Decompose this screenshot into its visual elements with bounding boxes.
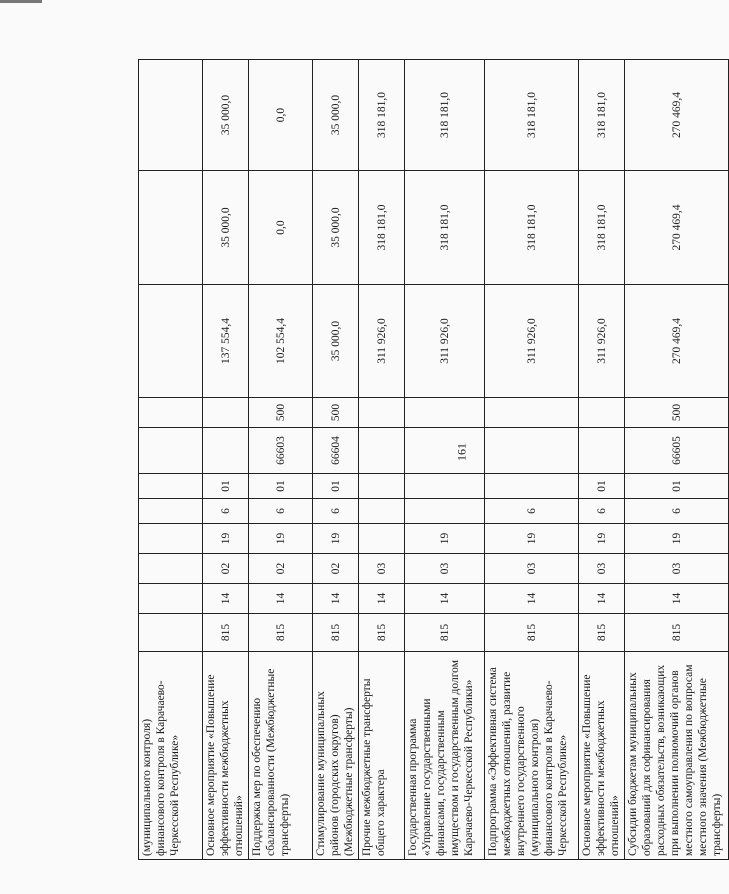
- code-cell: 14: [625, 584, 729, 614]
- page-number: 161: [454, 443, 469, 461]
- code-cell: 6: [313, 499, 359, 524]
- code-cell: 6: [485, 499, 579, 524]
- amount-cell: 318 181,0: [405, 60, 485, 171]
- code-cell: 66603: [249, 428, 313, 474]
- code-cell: 19: [485, 524, 579, 554]
- code-cell: 19: [313, 524, 359, 554]
- code-cell: [359, 499, 405, 524]
- code-cell: 03: [485, 554, 579, 584]
- code-cell: [485, 428, 579, 474]
- code-cell: 03: [579, 554, 625, 584]
- amount-cell: 270 469,4: [625, 171, 729, 285]
- table-row: [139, 60, 203, 860]
- code-cell: [139, 614, 203, 652]
- code-cell: [359, 474, 405, 499]
- code-cell: 03: [405, 554, 485, 584]
- table-row: [359, 60, 405, 860]
- code-cell: 02: [313, 554, 359, 584]
- code-cell: 815: [625, 614, 729, 652]
- code-cell: 01: [203, 474, 249, 499]
- row-name-cell: Стимулирование муниципальных районов (городских округов) (Межбюджетные трансферты): [313, 652, 359, 860]
- amount-cell: 311 926,0: [485, 285, 579, 398]
- code-cell: [405, 428, 485, 474]
- code-cell: 815: [313, 614, 359, 652]
- amount-cell: 311 926,0: [359, 285, 405, 398]
- table-row: [579, 60, 625, 860]
- amount-cell: 137 554,4: [203, 285, 249, 398]
- code-cell: 6: [579, 499, 625, 524]
- code-cell: [139, 524, 203, 554]
- amount-cell: [139, 285, 203, 398]
- row-name-cell: Подпрограмма «Эффективная система межбюджетных отношений, развитие внутреннего государственного (муниципального контроля) финансового контроля в Карачаево-Черкесской Республике»: [485, 652, 579, 860]
- code-cell: 500: [313, 398, 359, 428]
- code-cell: [359, 524, 405, 554]
- code-cell: [139, 398, 203, 428]
- code-cell: 14: [405, 584, 485, 614]
- row-name-cell: Государственная программа «Управление государственными финансами, государственным имуществом и государственным долгом Карачаево-Черкесской Республики»: [405, 652, 485, 860]
- code-cell: 66605: [625, 428, 729, 474]
- code-cell: [405, 499, 485, 524]
- amount-cell: [139, 171, 203, 285]
- code-cell: 03: [625, 554, 729, 584]
- row-name-cell: Прочие межбюджетные трансферты общего характера: [359, 652, 405, 860]
- amount-cell: 318 181,0: [359, 171, 405, 285]
- code-cell: [139, 474, 203, 499]
- amount-cell: 318 181,0: [359, 60, 405, 171]
- code-cell: 19: [203, 524, 249, 554]
- amount-cell: 318 181,0: [405, 171, 485, 285]
- amount-cell: 35 000,0: [313, 171, 359, 285]
- code-cell: 14: [359, 584, 405, 614]
- code-cell: 6: [625, 499, 729, 524]
- code-cell: [405, 398, 485, 428]
- row-name-cell: Субсидии бюджетам муниципальных образований для софинансирования расходных обязательств, возникающих при выполнении полномочий органов местного самоуправления по вопросам местного значения (Межбюджетные трансферты): [625, 652, 729, 860]
- code-cell: 815: [485, 614, 579, 652]
- row-name-cell: Поддержка мер по обеспечению сбалансированности (Межбюджетные трансферты): [249, 652, 313, 860]
- code-cell: 14: [313, 584, 359, 614]
- code-cell: [485, 398, 579, 428]
- code-cell: 01: [249, 474, 313, 499]
- code-cell: 02: [249, 554, 313, 584]
- table-row: [485, 60, 579, 860]
- code-cell: 14: [203, 584, 249, 614]
- amount-cell: 0,0: [249, 171, 313, 285]
- code-cell: 19: [579, 524, 625, 554]
- table-row: [249, 60, 313, 860]
- table-body: [139, 60, 729, 860]
- code-cell: [405, 474, 485, 499]
- code-cell: 815: [203, 614, 249, 652]
- code-cell: 815: [405, 614, 485, 652]
- code-cell: 815: [359, 614, 405, 652]
- code-cell: 500: [249, 398, 313, 428]
- code-cell: 6: [249, 499, 313, 524]
- code-cell: [579, 398, 625, 428]
- code-cell: 03: [359, 554, 405, 584]
- amount-cell: [139, 60, 203, 171]
- table-row: [203, 60, 249, 860]
- code-cell: [485, 474, 579, 499]
- code-cell: 14: [249, 584, 313, 614]
- row-name-cell: (муниципального контроля) финансового контроля в Карачаево-Черкесской Республике»: [139, 652, 203, 860]
- amount-cell: 311 926,0: [579, 285, 625, 398]
- code-cell: [359, 398, 405, 428]
- code-cell: 01: [625, 474, 729, 499]
- budget-table: [138, 59, 729, 860]
- amount-cell: 35 000,0: [313, 60, 359, 171]
- amount-cell: 35 000,0: [203, 171, 249, 285]
- code-cell: 14: [485, 584, 579, 614]
- row-name-cell: Основное мероприятие «Повышение эффективности межбюджетных отношений»: [203, 652, 249, 860]
- code-cell: 19: [249, 524, 313, 554]
- code-cell: 66604: [313, 428, 359, 474]
- code-cell: [359, 428, 405, 474]
- code-cell: [203, 428, 249, 474]
- table-row: [313, 60, 359, 860]
- code-cell: [139, 428, 203, 474]
- table-row: [405, 60, 485, 860]
- code-cell: 14: [579, 584, 625, 614]
- code-cell: [203, 398, 249, 428]
- code-cell: [139, 584, 203, 614]
- table-row: [625, 60, 729, 860]
- amount-cell: 0,0: [249, 60, 313, 171]
- scan-edge-mark: [0, 0, 42, 3]
- budget-table-container: [138, 60, 723, 860]
- code-cell: 815: [249, 614, 313, 652]
- amount-cell: 311 926,0: [405, 285, 485, 398]
- amount-cell: 270 469,4: [625, 60, 729, 171]
- amount-cell: 270 469,4: [625, 285, 729, 398]
- row-name-cell: Основное мероприятие «Повышение эффективности межбюджетных отношений»: [579, 652, 625, 860]
- code-cell: 500: [625, 398, 729, 428]
- code-cell: [579, 428, 625, 474]
- amount-cell: 318 181,0: [485, 171, 579, 285]
- amount-cell: 102 554,4: [249, 285, 313, 398]
- code-cell: [139, 499, 203, 524]
- amount-cell: 318 181,0: [485, 60, 579, 171]
- amount-cell: 35 000,0: [313, 285, 359, 398]
- code-cell: 6: [203, 499, 249, 524]
- amount-cell: 35 000,0: [203, 60, 249, 171]
- code-cell: 815: [579, 614, 625, 652]
- amount-cell: 318 181,0: [579, 60, 625, 171]
- code-cell: 01: [579, 474, 625, 499]
- code-cell: 19: [405, 524, 485, 554]
- code-cell: [139, 554, 203, 584]
- code-cell: 02: [203, 554, 249, 584]
- code-cell: 19: [625, 524, 729, 554]
- amount-cell: 318 181,0: [579, 171, 625, 285]
- code-cell: 01: [313, 474, 359, 499]
